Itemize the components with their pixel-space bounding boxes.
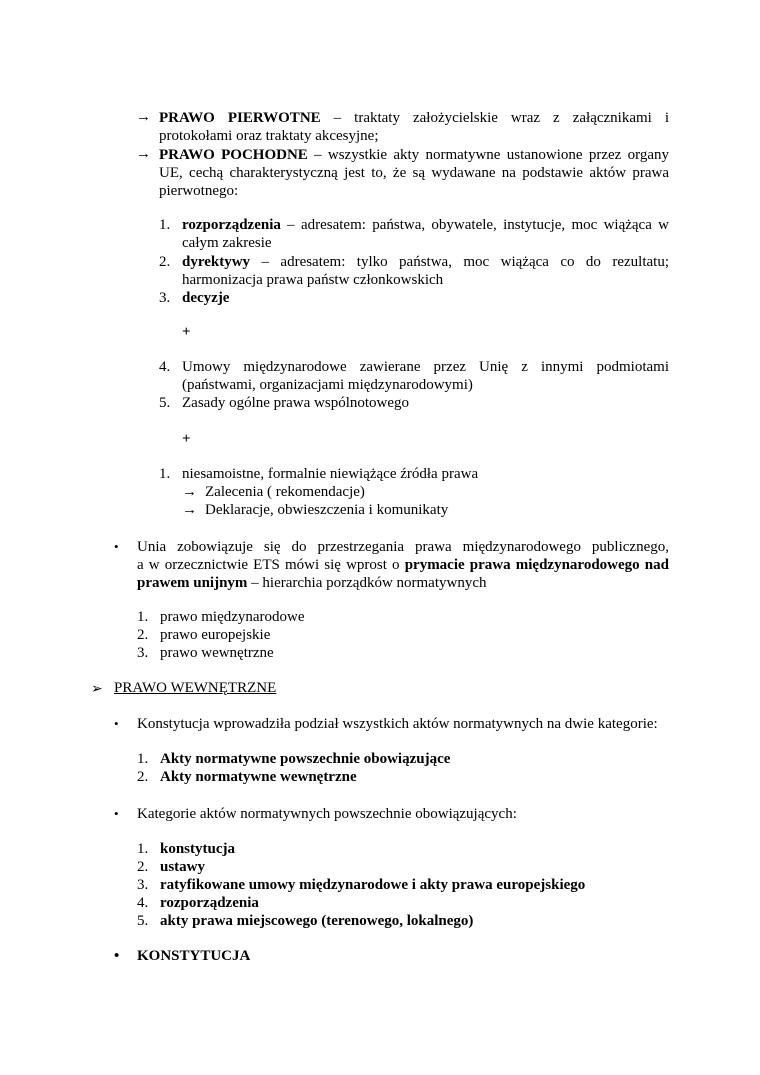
union-paragraph-line3: prawem unijnym – hierarchia porządków normatywnych	[137, 575, 487, 591]
plus-separator: +	[182, 324, 191, 340]
bullet-icon: •	[114, 948, 120, 964]
list-number: 1.	[137, 751, 149, 767]
list-number: 2.	[159, 254, 171, 270]
list-number: 3.	[137, 645, 149, 661]
list-item: ratyfikowane umowy międzynarodowe i akty prawa europejskiego	[160, 877, 586, 893]
list-item: Akty normatywne powszechnie obowiązujące	[160, 751, 451, 767]
list-item: niesamoistne, formalnie niewiążące źródła prawa	[182, 466, 479, 482]
list-number: 2.	[137, 859, 149, 875]
constitution-paragraph: Konstytucja wprowadziła podział wszystkich aktów normatywnych na dwie kategorie:	[137, 716, 658, 732]
list-number: 3.	[159, 290, 171, 306]
list-item: prawo europejskie	[160, 627, 271, 643]
plus-separator: +	[182, 431, 191, 447]
arrow-icon: →	[182, 502, 197, 518]
arrowhead-bullet-icon: ➢	[91, 680, 103, 696]
arrow-icon: →	[136, 109, 151, 125]
arrow-icon: →	[182, 484, 197, 500]
primary-law-line1: PRAWO PIERWOTNE – traktaty założycielskie wraz z załącznikami i	[159, 110, 669, 126]
union-paragraph-line2: a w orzecznictwie ETS mówi się wprost o prymacie prawa międzynarodowego nad	[137, 557, 669, 573]
list-item: prawo wewnętrzne	[160, 645, 274, 661]
list-item: konstytucja	[160, 841, 236, 857]
list-item: dyrektywy – adresatem: tylko państwa, moc wiążąca co do rezultatu;	[182, 254, 669, 270]
list-item: prawo międzynarodowe	[160, 609, 305, 625]
primary-law-title: PRAWO PIERWOTNE	[159, 110, 321, 126]
list-number: 2.	[137, 769, 149, 785]
final-heading: KONSTYTUCJA	[137, 948, 251, 964]
list-number: 1.	[137, 609, 149, 625]
list-number: 1.	[159, 466, 171, 482]
list-item: Akty normatywne wewnętrzne	[160, 769, 357, 785]
union-paragraph-line1: Unia zobowiązuje się do przestrzegania prawa międzynarodowego publicznego,	[137, 539, 669, 555]
list-item: rozporządzenia	[160, 895, 259, 911]
categories-paragraph: Kategorie aktów normatywnych powszechnie obowiązujących:	[137, 806, 517, 822]
list-item: Zasady ogólne prawa wspólnotowego	[182, 395, 410, 411]
section-heading: PRAWO WEWNĘTRZNE	[114, 680, 277, 696]
list-item-continuation: harmonizacja prawa państw członkowskich	[182, 272, 444, 288]
secondary-law-title: PRAWO POCHODNE	[159, 147, 308, 163]
sub-list-item: Deklaracje, obwieszczenia i komunikaty	[205, 502, 449, 518]
secondary-law-line3: pierwotnego:	[159, 183, 239, 199]
list-number: 2.	[137, 627, 149, 643]
list-number: 1.	[137, 841, 149, 857]
list-item: Umowy międzynarodowe zawierane przez Unię z innymi podmiotami	[182, 359, 669, 375]
arrow-icon: →	[136, 146, 151, 162]
list-number: 5.	[137, 913, 149, 929]
list-item-continuation: (państwami, organizacjami międzynarodowymi)	[182, 377, 473, 393]
secondary-law-line1: PRAWO POCHODNE – wszystkie akty normatywne ustanowione przez organy	[159, 147, 669, 163]
list-item-continuation: całym zakresie	[182, 235, 272, 251]
list-item: akty prawa miejscowego (terenowego, lokalnego)	[160, 913, 474, 929]
list-item: decyzje	[182, 290, 230, 306]
list-number: 1.	[159, 217, 171, 233]
list-number: 3.	[137, 877, 149, 893]
list-number: 4.	[159, 359, 171, 375]
bullet-icon: •	[114, 806, 119, 821]
list-item: rozporządzenia – adresatem: państwa, obywatele, instytucje, moc wiążąca w	[182, 217, 669, 233]
bullet-icon: •	[114, 539, 119, 554]
list-item: ustawy	[160, 859, 206, 875]
list-number: 4.	[137, 895, 149, 911]
bullet-icon: •	[114, 716, 119, 731]
primary-law-line2: protokołami oraz traktaty akcesyjne;	[159, 128, 379, 144]
list-number: 5.	[159, 395, 171, 411]
secondary-law-line2: UE, cechą charakterystyczną jest to, że są wydawane na podstawie aktów prawa	[159, 165, 669, 181]
sub-list-item: Zalecenia ( rekomendacje)	[205, 484, 365, 500]
